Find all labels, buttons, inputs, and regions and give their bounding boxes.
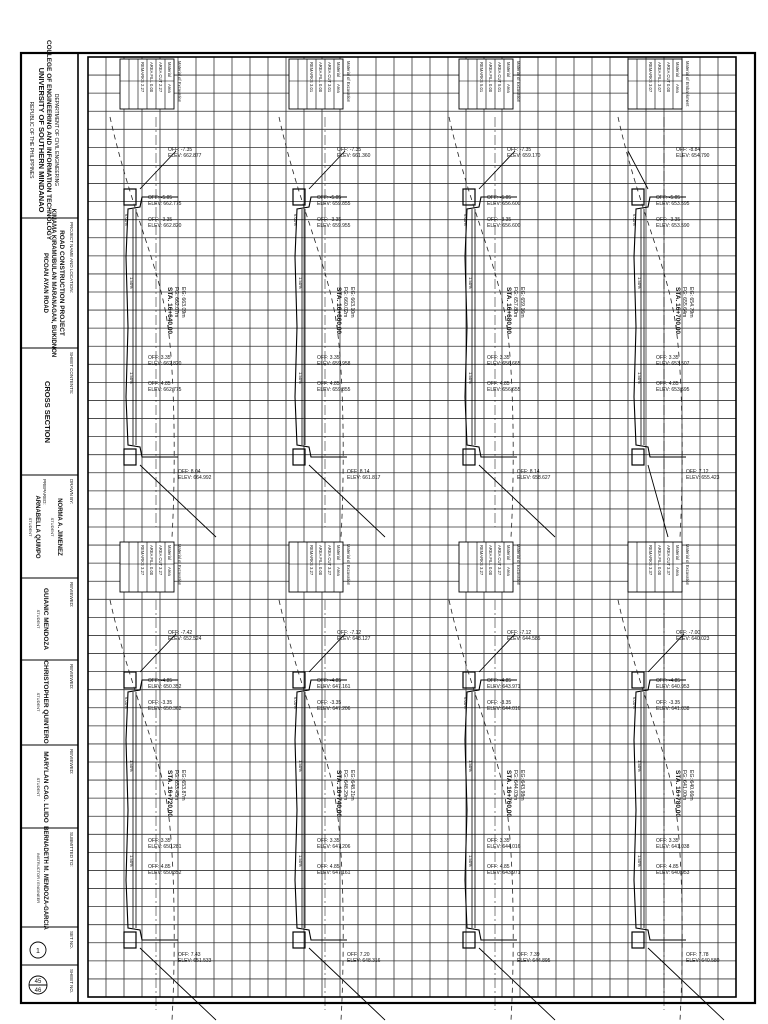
left-top-point-offset: OFF: -7.35 [337,147,362,153]
slope-label-left: 1.50% [468,277,473,289]
title-block [21,40,78,994]
station-label: STA. 16+720.00 [166,770,173,818]
table-label-area-cut: AREA CUT [158,545,163,566]
left-top-point-offset: OFF: -7.00 [676,630,701,636]
table-label-area-fill: AREA FILL [657,62,662,83]
cross-section [279,542,385,1020]
left-top-point-offset: OFF: -7.42 [168,630,193,636]
table-remark: Material of Excavation [177,544,182,586]
left-inner-point-elevation: ELEV: 650.362 [148,706,182,712]
right-end-point-elevation: ELEV: 658.627 [517,475,551,481]
slope-label-left: 1.50% [637,277,642,289]
table-remark: Material of Excavation [346,544,351,586]
right-mid-point-elevation: ELEV: 662.775 [148,387,182,393]
table-remark: Material of Excavation [177,61,182,103]
table-remark: Material of Embankment [685,61,690,107]
existing-ground-line [279,600,343,1020]
left-inner-point-offset: OFF: -3.35 [148,217,173,223]
right-inner-point-elevation: ELEV: 656.665 [487,361,521,367]
finished-grade-label: FG: 644.03m [512,770,518,801]
left-inner-point-elevation: ELEV: 656.600 [487,223,521,229]
table-value-fill: 0.00 [318,567,323,576]
table-label-area-fill: AREA FILL [657,545,662,566]
right-end-point-elevation: ELEV: 651.533 [178,958,212,964]
left-mid-point-elevation: ELEV: 662.775 [148,201,182,207]
university-text: UNIVERSITY OF SOUTHERN MINDANAO [37,67,46,213]
right-mid-point-offset: OFF: 4.85 [487,381,510,387]
reviewed-label-3: REVIEWED: [69,749,74,775]
table-label-remarks: REMARKS [140,62,145,83]
slope-label-left: 1.50% [129,760,134,772]
slope-label-right: 1.50% [298,372,303,384]
left-top-point-elevation: ELEV: 659.170 [507,153,541,159]
drawn-role: STUDENT [50,517,55,537]
republic-text: REPUBLIC OF THE PHILIPPINES [28,101,34,179]
left-mid-point-offset: OFF: -4.85 [487,678,512,684]
left-mid-point-elevation: ELEV: 640.953 [656,684,690,690]
left-inner-point-elevation: ELEV: 647.206 [317,706,351,712]
existing-grade-label: EG: 654.79m [688,287,694,318]
table-label-material: Material [675,62,680,77]
table-label-area-fill: AREA FILL [488,62,493,83]
right-end-point-offset: OFF: 7.20 [347,952,370,958]
table-label-area-cut: AREA CUT [158,62,163,83]
right-mid-point-elevation: ELEV: 643.971 [487,870,521,876]
existing-grade-label: EG: 643.98m [519,770,525,801]
right-mid-point-offset: OFF: 4.85 [317,381,340,387]
table-value-remarks: 3.07 [648,84,653,93]
slope-label-left: 1.50% [637,760,642,772]
table-remark: Material of Excavation [685,544,690,586]
slope-label-left: 1.50% [298,277,303,289]
right-drain [124,932,136,948]
reviewer-2: CHRISTOPHER QUINTERO [42,660,49,744]
table-value-remarks: 5.01 [479,84,484,93]
existing-grade-label: EG: 640.66m [688,770,694,801]
table-label-remarks: REMARKS [648,545,653,566]
table-label-area-fill: AREA FILL [318,62,323,83]
left-top-point-offset: OFF: -8.84 [676,147,701,153]
left-mid-point-elevation: ELEV: 643.971 [487,684,521,690]
existing-ground-line [279,117,343,537]
existing-grade-label: EG: 653.87m [180,770,186,801]
college-text: COLLEGE OF ENGINEERING AND INFORMATION TECHNOLOGY [45,39,52,241]
table-label-area: Area [336,84,341,93]
table-label-area: Area [336,567,341,576]
left-inner-point-offset: OFF: -3.35 [317,700,342,706]
table-label-remarks: REMARKS [309,62,314,83]
finished-grade-label: FG: 648.29m [342,770,348,801]
table-label-area: Area [506,567,511,576]
left-inner-point-elevation: ELEV: 641.038 [656,706,690,712]
right-inner-point-elevation: ELEV: 647.206 [317,844,351,850]
left-top-point-offset: OFF: -7.35 [168,147,193,153]
right-inner-point-offset: OFF: 3.35 [148,355,171,361]
right-mid-point-offset: OFF: 4.85 [656,381,679,387]
table-value-cut: 2.27 [158,84,163,93]
left-top-point-elevation: ELEV: 652.524 [168,636,202,642]
left-top-point-elevation: ELEV: 644.585 [507,636,541,642]
left-mid-point-elevation: ELEV: 656.600 [487,201,521,207]
right-mid-point-offset: OFF: 4.85 [487,864,510,870]
right-mid-point-offset: OFF: 4.85 [148,381,171,387]
left-top-point-elevation: ELEV: 662.877 [168,153,202,159]
table-label-area-cut: AREA CUT [497,545,502,566]
left-mid-point-offset: OFF: -5.05 [656,195,681,201]
left-inner-point-offset: OFF: -3.35 [487,700,512,706]
right-end-point-offset: OFF: 8.14 [347,469,370,475]
table-value-remarks: 3.27 [140,567,145,576]
submitted-label: SUBMITTED TO: [69,832,74,867]
right-inner-point-elevation: ELEV: 653.507 [656,361,690,367]
station-label: STA. 16+700.00 [674,287,681,335]
finished-grade-label: FG: 657.80m [512,287,518,318]
slope-label-left: 1.50% [129,277,134,289]
left-top-point-offset: OFF: -7.12 [337,630,362,636]
reviewer-3: MARYLAN CAG. LLIDO [42,751,49,823]
left-mid-point-offset: OFF: -4.85 [317,678,342,684]
existing-grade-label: EG: 663.09m [180,287,186,318]
table-value-fill: 0.00 [488,84,493,93]
table-label-remarks: REMARKS [479,62,484,83]
table-label-area-cut: AREA CUT [497,62,502,83]
right-drain [632,449,644,465]
right-end-point-offset: OFF: 7.43 [178,952,201,958]
existing-grade-label: EG: 659.16m [519,287,525,318]
table-remark: Material of Excavation [516,61,521,103]
set-no: 1 [36,948,40,955]
table-value-fill: 0.00 [318,84,323,93]
cross-section [618,59,720,537]
right-end-point-elevation: ELEV: 661.817 [347,475,381,481]
table-label-remarks: REMARKS [309,545,314,566]
left-top-point-elevation: ELEV: 648.127 [337,636,371,642]
table-label-area: Area [167,567,172,576]
finished-grade-label: FG: 660.02m [342,287,348,318]
slope-label-left: 1.50% [298,760,303,772]
finished-grade-label: FG: 662.07m [173,287,179,318]
left-inner-point-offset: OFF: -3.35 [317,217,342,223]
slope-label-right: 1.50% [468,372,473,384]
table-remark: Material of Excavation [516,544,521,586]
table-label-material: Material [167,545,172,560]
sheet-no-label: SHEET NO. [69,969,74,994]
reviewed-label-1: REVIEWED: [69,582,74,608]
right-drain [463,932,475,948]
right-mid-point-elevation: ELEV: 653.595 [656,387,690,393]
table-label-remarks: REMARKS [648,62,653,83]
left-top-point-offset: OFF: -7.35 [507,147,532,153]
table-label-area-fill: AREA FILL [149,545,154,566]
right-inner-point-offset: OFF: 3.35 [317,355,340,361]
prepared-role: STUDENT [28,517,33,537]
left-inner-point-elevation: ELEV: 662.820 [148,223,182,229]
left-top-point-elevation: ELEV: 640.023 [676,636,710,642]
right-end-point-offset: OFF: 7.78 [686,952,709,958]
right-end-point-elevation: ELEV: 644.895 [517,958,551,964]
right-drain [293,449,305,465]
station-label: STA. 16+640.00 [166,287,173,335]
shoulder-slope-label: 6.00% [124,214,129,226]
left-mid-point-elevation: ELEV: 650.352 [148,684,182,690]
shoulder-slope-label: 6.00% [124,697,129,709]
drawn-by-label: DRAWN BY: [69,479,74,505]
existing-grade-label: EG: 648.21m [349,770,355,801]
right-inner-point-elevation: ELEV: 644.016 [487,844,521,850]
shoulder-slope-label: 6.00% [293,697,298,709]
shoulder-slope-label: 6.00% [632,697,637,709]
left-top-point-elevation: ELEV: 654.790 [676,153,710,159]
table-label-area-cut: AREA CUT [666,62,671,83]
table-label-area-cut: AREA CUT [666,545,671,566]
right-drain [293,932,305,948]
right-inner-point-elevation: ELEV: 659.958 [317,361,351,367]
left-top-point-offset: OFF: -7.12 [507,630,532,636]
right-end-point-elevation: ELEV: 655.423 [686,475,720,481]
cross-section [110,542,216,1020]
project-location-2: PICOAN AYAN ROAD [42,252,48,314]
reviewer-1-role: STUDENT [36,609,41,629]
cross-section [110,59,216,537]
table-label-material: Material [506,62,511,77]
right-end-point-offset: OFF: 8.14 [517,469,540,475]
table-value-fill: 0.00 [149,567,154,576]
table-label-material: Material [336,545,341,560]
finished-grade-label: FG: 641.00m [681,770,687,801]
table-value-fill: 0.00 [488,567,493,576]
prepared-label: PREPARED: [42,479,47,505]
finished-grade-label: FG: 655.64m [681,287,687,318]
station-label: STA. 16+760.00 [505,770,512,818]
slope-label-right: 1.50% [129,855,134,867]
slope-label-right: 1.50% [298,855,303,867]
department-text: DEPARTMENT OF CIVIL ENGINEERING [53,93,59,187]
slope-label-left: 1.50% [468,760,473,772]
table-value-cut: 3.27 [158,567,163,576]
right-mid-point-offset: OFF: 4.85 [148,864,171,870]
station-label: STA. 16+680.00 [505,287,512,335]
left-inner-point-offset: OFF: -3.35 [148,700,173,706]
slope-label-right: 1.50% [637,855,642,867]
slope-label-right: 1.50% [468,855,473,867]
sheet-contents: CROSS SECTION [43,380,52,444]
right-mid-point-elevation: ELEV: 656.655 [487,387,521,393]
table-label-material: Material [506,545,511,560]
reviewed-label-2: REVIEWED: [69,664,74,690]
right-drain [632,932,644,948]
right-inner-point-offset: OFF: 3.35 [148,838,171,844]
station-label: STA. 16+740.00 [335,770,342,818]
left-mid-point-elevation: ELEV: 659.855 [317,201,351,207]
table-label-area: Area [675,84,680,93]
cross-section [279,59,385,537]
shoulder-slope-label: 6.00% [632,214,637,226]
right-drain [124,449,136,465]
right-drain [463,449,475,465]
table-value-remarks: 3.27 [479,567,484,576]
right-inner-point-offset: OFF: 3.35 [487,838,510,844]
left-mid-point-elevation: ELEV: 647.161 [317,684,351,690]
table-label-area-cut: AREA CUT [327,545,332,566]
right-end-point-offset: OFF: 7.12 [686,469,709,475]
reviewer-1: GUIANIC MENDOZA [42,587,49,651]
right-inner-point-offset: OFF: 3.35 [656,355,679,361]
left-inner-point-elevation: ELEV: 644.016 [487,706,521,712]
left-mid-point-offset: OFF: -4.85 [148,678,173,684]
table-value-remarks: 3.27 [309,567,314,576]
left-mid-point-offset: OFF: -4.85 [656,678,681,684]
cross-sections [110,59,724,1020]
drawn-by: NORMA A. JIMENEZ [56,498,62,556]
left-mid-point-elevation: ELEV: 653.595 [656,201,690,207]
project-location-1: KIMAMA KIRAMUBULAN MARANAGAN, BUKIDNON [50,208,56,358]
table-label-area-cut: AREA CUT [327,62,332,83]
table-value-remarks: 3.37 [648,567,653,576]
table-value-fill: 0.00 [149,84,154,93]
table-label-area: Area [167,84,172,93]
right-side-slope [648,465,668,537]
right-end-point-offset: OFF: 7.39 [517,952,540,958]
right-inner-point-offset: OFF: 3.35 [487,355,510,361]
table-label-area-fill: AREA FILL [488,545,493,566]
reviewer-2-role: STUDENT [36,692,41,712]
table-label-material: Material [336,62,341,77]
left-top-point-elevation: ELEV: 661.360 [337,153,371,159]
table-label-material: Material [167,62,172,77]
right-mid-point-offset: OFF: 4.85 [317,864,340,870]
table-label-area: Area [506,84,511,93]
sheet-no: 45 [34,979,42,985]
left-inner-point-offset: OFF: -3.35 [487,217,512,223]
right-end-point-elevation: ELEV: 664.992 [178,475,212,481]
right-inner-point-elevation: ELEV: 650.281 [148,844,182,850]
table-value-remarks: 2.27 [140,84,145,93]
reviewer-3-role: STUDENT [36,777,41,797]
submitted-role: INSTRUCTOR / ENGINEER [36,852,41,904]
table-value-fill: 3.07 [657,84,662,93]
right-mid-point-elevation: ELEV: 650.352 [148,870,182,876]
right-inner-point-offset: OFF: 3.35 [317,838,340,844]
cross-section [618,542,724,1020]
left-inner-point-elevation: ELEV: 659.955 [317,223,351,229]
right-end-point-offset: OFF: 8.04 [178,469,201,475]
left-mid-point-offset: OFF: -5.05 [487,195,512,201]
slope-label-right: 1.50% [637,372,642,384]
left-inner-point-offset: OFF: -3.35 [656,217,681,223]
left-inner-point-offset: OFF: -3.35 [656,700,681,706]
right-mid-point-elevation: ELEV: 659.855 [317,387,351,393]
shoulder-slope-label: 6.00% [463,214,468,226]
table-label-area: Area [675,567,680,576]
table-value-cut: 3.01 [327,84,332,93]
right-inner-point-elevation: ELEV: 662.820 [148,361,182,367]
right-inner-point-offset: OFF: 3.35 [656,838,679,844]
table-value-remarks: 3.01 [309,84,314,93]
existing-ground-line [449,117,513,537]
left-mid-point-offset: OFF: -5.05 [317,195,342,201]
table-remark: Material of Excavation [346,61,351,103]
table-value-fill: 0.00 [657,567,662,576]
shoulder-slope-label: 6.00% [293,214,298,226]
table-value-cut: 3.37 [666,567,671,576]
set-no-label: SET NO. [69,931,74,949]
left-mid-point-offset: OFF: -5.05 [148,195,173,201]
right-mid-point-offset: OFF: 4.85 [656,864,679,870]
prepared-by: ARNABELLA QUIMPO [34,495,40,559]
sheet-contents-label: SHEET CONTENTS: [69,352,74,395]
right-inner-point-elevation: ELEV: 641.038 [656,844,690,850]
table-value-cut: 0.00 [666,84,671,93]
table-value-cut: 3.27 [327,567,332,576]
table-label-area-fill: AREA FILL [149,62,154,83]
finished-grade-label: FG: 653.45m [173,770,179,801]
sheet-total: 46 [34,988,42,994]
table-label-remarks: REMARKS [140,545,145,566]
table-label-material: Material [675,545,680,560]
table-value-cut: 5.01 [497,84,502,93]
table-value-cut: 3.27 [497,567,502,576]
existing-ground-line [449,600,513,1020]
project-label: PROJECT NAME AND LOCATION: [69,222,74,293]
project-name: ROAD CONSTRUCTION PROJECT [58,230,65,336]
submitted-to: BERNADETH M. MENDOZA-GARCIA [42,826,48,930]
left-inner-point-elevation: ELEV: 653.590 [656,223,690,229]
right-end-point-elevation: ELEV: 640.580 [686,958,720,964]
slope-label-right: 1.50% [129,372,134,384]
station-label: STA. 16+780.00 [674,770,681,818]
right-end-point-elevation: ELEV: 648.316 [347,958,381,964]
station-label: STA. 16+660.00 [335,287,342,335]
table-label-remarks: REMARKS [479,545,484,566]
right-mid-point-elevation: ELEV: 647.161 [317,870,351,876]
existing-grade-label: EG: 663.10m [349,287,355,318]
table-label-area-fill: AREA FILL [318,545,323,566]
right-mid-point-elevation: ELEV: 640.953 [656,870,690,876]
shoulder-slope-label: 6.00% [463,697,468,709]
